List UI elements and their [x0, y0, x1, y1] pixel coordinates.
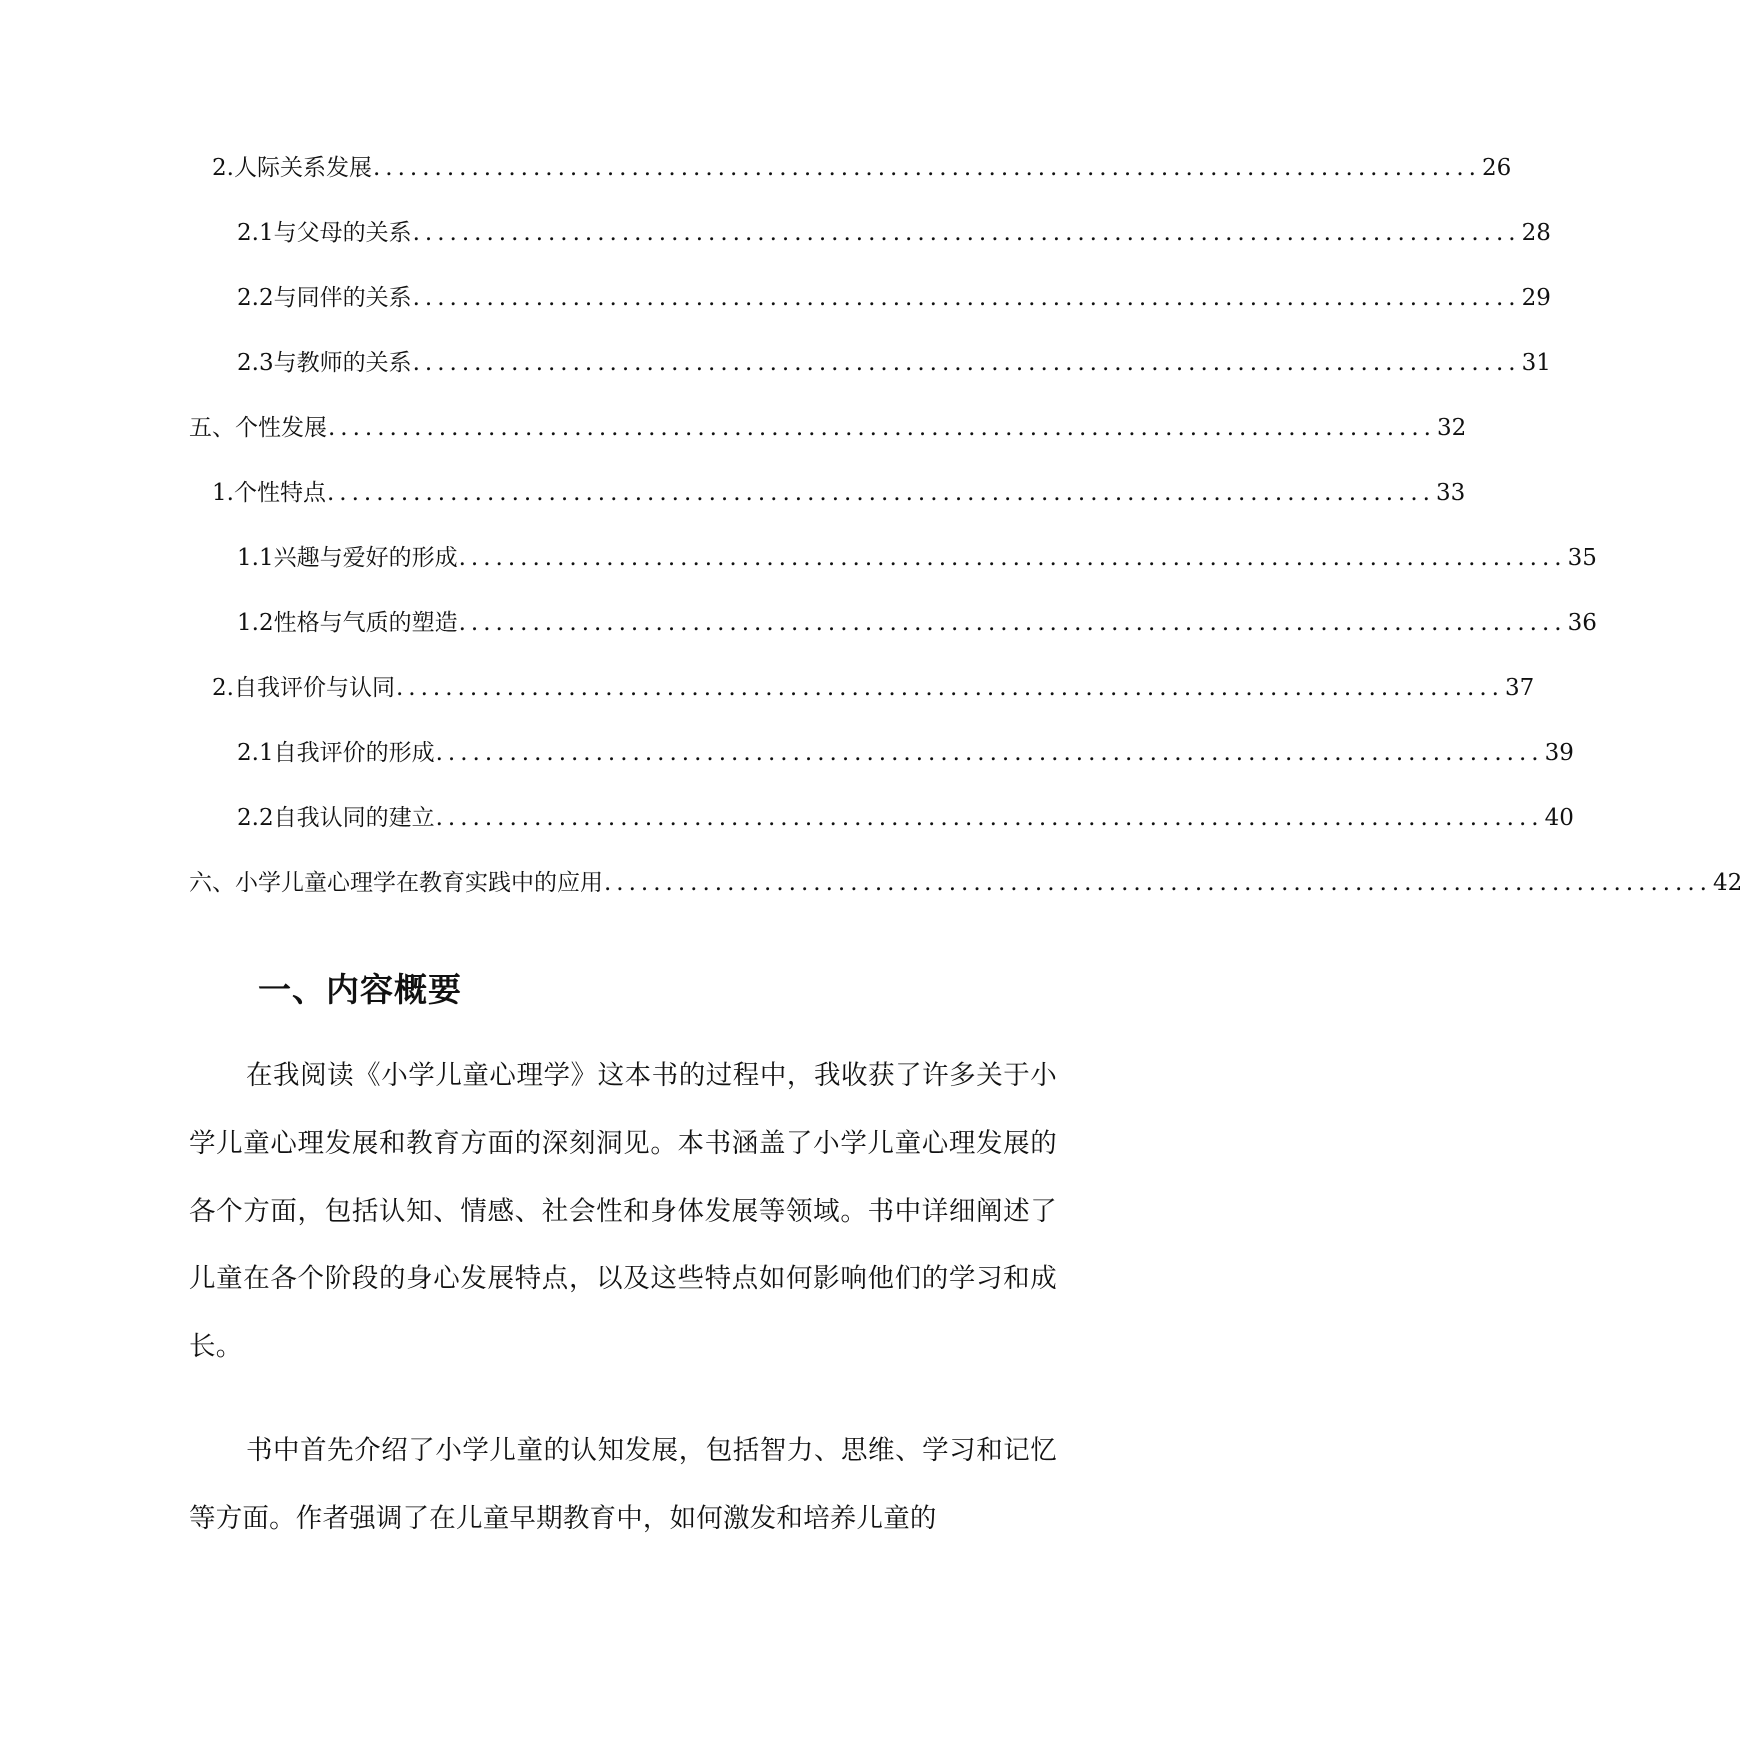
toc-entry-title: 自我评价的形成	[273, 740, 435, 766]
toc-entry-number: 2.1	[237, 220, 274, 246]
toc-dot-leader: ..........................................................................................	[435, 740, 1544, 766]
toc-dot-leader: ..........................................................................................	[458, 610, 1567, 636]
toc-entry[interactable]	[189, 863, 1742, 903]
toc-entry-title: 自我认同的建立	[273, 805, 435, 831]
toc-entry[interactable]	[237, 538, 1597, 578]
toc-entry-title: 个性特点	[233, 480, 326, 506]
toc-dot-leader: ..........................................................................................	[412, 220, 1521, 246]
toc-entry-page-number: 39	[1544, 740, 1574, 766]
toc-entry-page-number: 37	[1504, 675, 1535, 701]
toc-entry[interactable]	[212, 668, 1535, 708]
toc-entry-number: 2.2	[237, 285, 274, 311]
toc-entry[interactable]	[237, 798, 1574, 838]
toc-entry[interactable]	[212, 473, 1466, 513]
toc-entry-title: 自我评价与认同	[233, 675, 395, 701]
toc-entry-page-number: 28	[1521, 220, 1551, 246]
toc-entry-page-number: 36	[1567, 610, 1597, 636]
toc-entry-page-number: 42	[1713, 870, 1742, 896]
toc-entry-page-number: 35	[1567, 545, 1597, 571]
toc-entry-number: 2.3	[237, 350, 274, 376]
toc-entry[interactable]	[212, 148, 1512, 188]
toc-entry[interactable]	[189, 408, 1467, 448]
toc-entry[interactable]	[237, 213, 1551, 253]
toc-entry-title: 与教师的关系	[273, 350, 412, 376]
body-paragraph: 在我阅读《小学儿童心理学》这本书的过程中，我收获了许多关于小学儿童心理发展和教育方面的深刻洞见。本书涵盖了小学儿童心理发展的各个方面，包括认知、情感、社会性和身体发展等领域。书中详细阐述了儿童在各个阶段的身心发展特点，以及这些特点如何影响他们的学习和成长。	[189, 1060, 1057, 1363]
toc-entry-number: 2.2	[237, 805, 274, 831]
toc-entry-number: 六、	[189, 870, 235, 896]
section-heading: 一、内容概要	[258, 970, 462, 1009]
body-paragraph: 书中首先介绍了小学儿童的认知发展，包括智力、思维、学习和记忆等方面。作者强调了在儿童早期教育中，如何激发和培养儿童的	[189, 1435, 1057, 1534]
toc-entry-title: 与父母的关系	[273, 220, 412, 246]
toc-entry-page-number: 40	[1544, 805, 1574, 831]
toc-entry-page-number: 32	[1437, 415, 1467, 441]
toc-entry[interactable]	[237, 733, 1574, 773]
toc-entry[interactable]	[237, 278, 1551, 318]
toc-dot-leader: ..........................................................................................	[372, 155, 1481, 181]
toc-entry-number: 五、	[189, 415, 235, 441]
toc-entry-number: 2.1	[237, 740, 274, 766]
toc-dot-leader: ..........................................................................................	[395, 675, 1504, 701]
toc-dot-leader: ..........................................................................................	[326, 480, 1435, 506]
toc-entry-title: 个性发展	[235, 415, 327, 441]
toc-entry-page-number: 26	[1481, 155, 1512, 181]
toc-entry-number: 1.	[212, 480, 234, 506]
toc-entry-title: 小学儿童心理学在教育实践中的应用	[235, 870, 603, 896]
toc-entry-number: 1.1	[237, 545, 274, 571]
toc-dot-leader: ..........................................................................................	[412, 350, 1521, 376]
toc-dot-leader: ..........................................................................................	[328, 415, 1436, 441]
toc-entry[interactable]	[237, 603, 1597, 643]
toc-entry-number: 2.	[212, 155, 234, 181]
toc-entry-title: 兴趣与爱好的形成	[273, 545, 458, 571]
toc-entry-title: 性格与气质的塑造	[273, 610, 458, 636]
toc-entry-title: 人际关系发展	[233, 155, 372, 181]
toc-entry-title: 与同伴的关系	[273, 285, 412, 311]
toc-entry-page-number: 31	[1521, 350, 1551, 376]
toc-dot-leader: ..........................................................................................	[458, 545, 1567, 571]
toc-entry-number: 1.2	[237, 610, 274, 636]
toc-dot-leader: ..........................................................................................	[604, 870, 1712, 896]
toc-entry-number: 2.	[212, 675, 234, 701]
toc-entry-page-number: 29	[1521, 285, 1551, 311]
toc-entry[interactable]	[237, 343, 1551, 383]
toc-entry-page-number: 33	[1435, 480, 1466, 506]
toc-dot-leader: ..........................................................................................	[435, 805, 1544, 831]
toc-dot-leader: ..........................................................................................	[412, 285, 1521, 311]
